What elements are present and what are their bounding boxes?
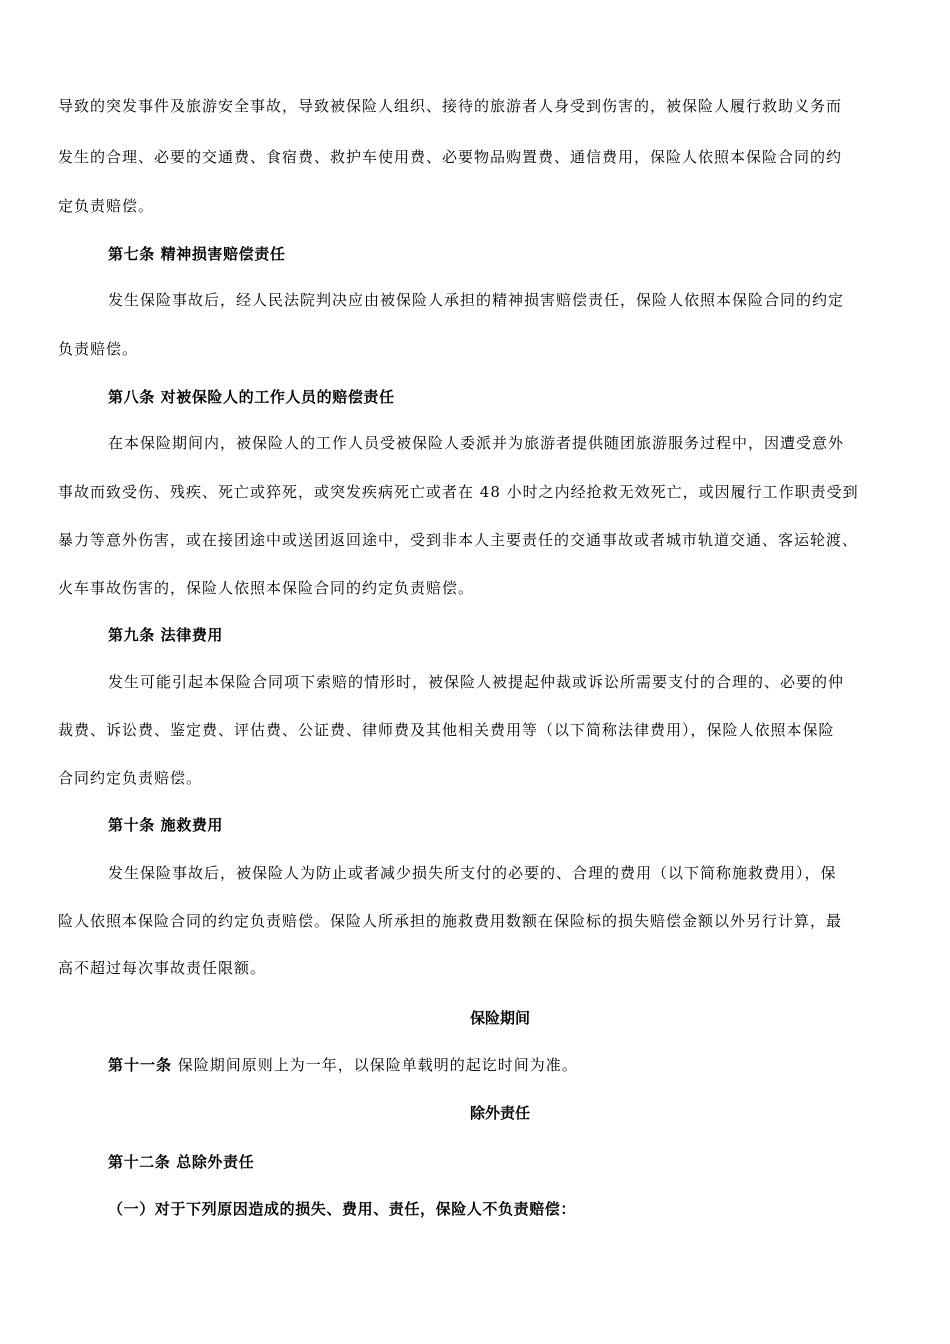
article-9-line-1: 发生可能引起本保险合同项下索赔的情形时，被保险人被提起仲裁或诉讼所需要支付的合理的、必要的仲 xyxy=(108,673,845,691)
article-9-title: 第九条 法律费用 xyxy=(108,626,224,644)
article-11-label: 第十一条 xyxy=(108,1056,173,1074)
article-10-line-3: 高不超过每次事故责任限额。 xyxy=(58,959,267,977)
article-9-line-2: 裁费、诉讼费、鉴定费、评估费、公证费、律师费及其他相关费用等（以下简称法律费用），保险人依照本保险 xyxy=(58,721,835,739)
article-10-line-1: 发生保险事故后，被保险人为防止或者减少损失所支付的必要的、合理的费用（以下简称施救费用），保 xyxy=(108,864,837,882)
intro-line-1: 导致的突发事件及旅游安全事故，导致被保险人组织、接待的旅游者人身受到伤害的，被保险人履行救助义务而 xyxy=(58,97,843,115)
intro-line-3: 定负责赔偿。 xyxy=(58,197,155,215)
article-8-line-2: 事故而致受伤、残疾、死亡或猝死，或突发疾病死亡或者在 48 小时之内经抢救无效死亡，或因履行工作职责受到 xyxy=(58,483,859,501)
article-7-line-2: 负责赔偿。 xyxy=(58,340,139,358)
article-12-title: 第十二条 总除外责任 xyxy=(108,1153,255,1171)
article-8-line-4: 火车事故伤害的，保险人依照本保险合同的约定负责赔偿。 xyxy=(58,579,475,597)
section-heading-insurance-period: 保险期间 xyxy=(469,1009,530,1027)
article-8-title: 第八条 对被保险人的工作人员的赔偿责任 xyxy=(108,388,395,406)
article-8-line-1: 在本保险期间内，被保险人的工作人员受被保险人委派并为旅游者提供随团旅游服务过程中，因遭受意外 xyxy=(108,434,845,452)
article-8-line-3: 暴力等意外伤害，或在接团途中或送团返回途中，受到非本人主要责任的交通事故或者城市轨道交通、客运轮渡、 xyxy=(58,531,859,549)
article-9-line-3: 合同约定负责赔偿。 xyxy=(58,769,203,787)
article-10-line-2: 险人依照本保险合同的约定负责赔偿。保险人所承担的施救费用数额在保险标的损失赔偿金额以外另行计算，最 xyxy=(58,912,843,930)
exclusion-clause-1: （一）对于下列原因造成的损失、费用、责任，保险人不负责赔偿： xyxy=(108,1200,577,1218)
intro-line-2: 发生的合理、必要的交通费、食宿费、救护车使用费、必要物品购置费、通信费用，保险人依照本保险合同的约 xyxy=(58,148,843,166)
article-7-title: 第七条 精神损害赔偿责任 xyxy=(108,245,286,263)
article-7-line-1: 发生保险事故后，经人民法院判决应由被保险人承担的精神损害赔偿责任，保险人依照本保险合同的约定 xyxy=(108,291,845,309)
article-11-text: 保险期间原则上为一年，以保险单载明的起讫时间为准。 xyxy=(172,1056,578,1074)
article-10-title: 第十条 施救费用 xyxy=(108,816,224,834)
section-heading-exclusions: 除外责任 xyxy=(469,1104,530,1122)
article-11 xyxy=(108,1055,898,1075)
